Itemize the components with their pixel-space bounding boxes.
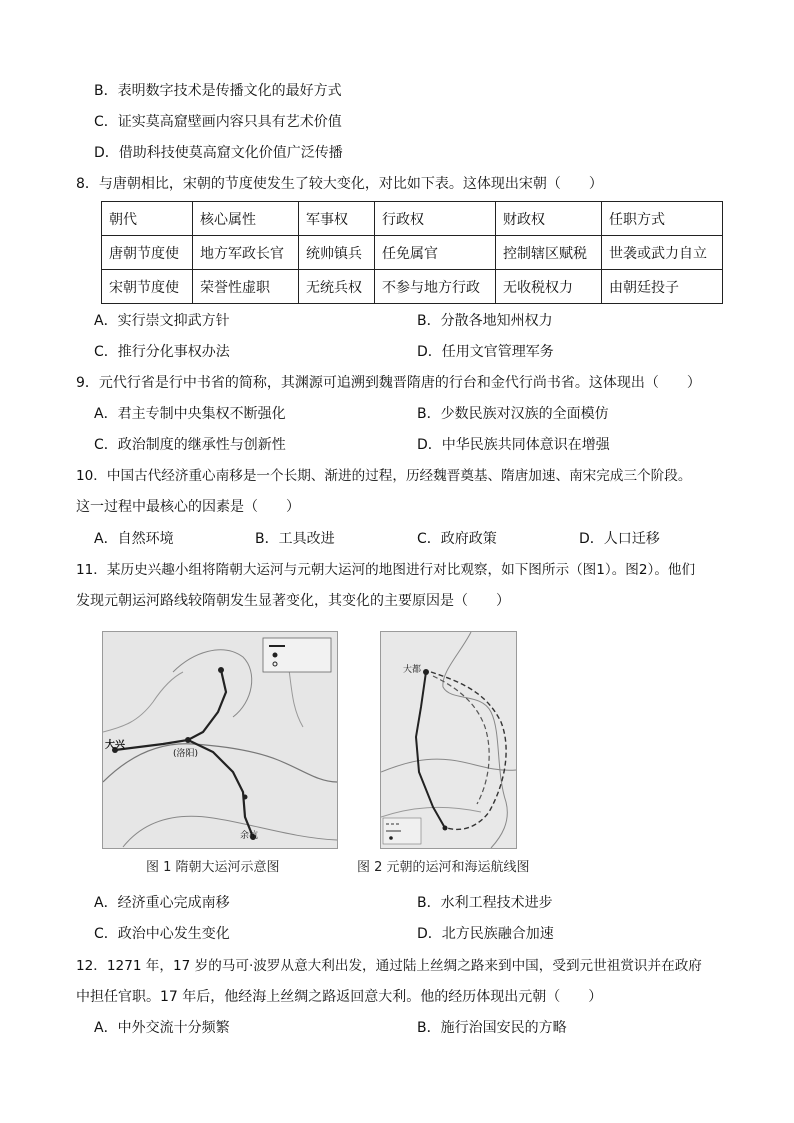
q11-option-c: C．政治中心发生变化 — [94, 926, 230, 942]
q12-stem-line-1: 12．1271 年，17 岁的马可·波罗从意大利出发，通过陆上丝绸之路来到中国，受到元世祖赏识并在政府 — [76, 958, 702, 974]
figure-1-caption: 图 1 隋朝大运河示意图 — [146, 860, 280, 875]
q9-stem: 9．元代行省是行中书省的简称，其渊源可追溯到魏晋隋唐的行台和金代行尚书省。这体现出（ ） — [76, 375, 701, 391]
table-cell: 由朝廷投子 — [601, 270, 722, 304]
q12-option-a: A．中外交流十分频繁 — [94, 1020, 230, 1036]
q10-option-a: A．自然环境 — [94, 531, 174, 547]
figure-2-caption: 图 2 元朝的运河和海运航线图 — [357, 860, 530, 875]
table-cell: 控制辖区赋税 — [495, 236, 601, 270]
q8-option-a: A．实行崇文抑武方针 — [94, 313, 230, 329]
map-label-luoyang: (洛阳) — [173, 749, 199, 759]
q10-option-c: C．政府政策 — [417, 531, 497, 547]
q10-stem-line-2: 这一过程中最核心的因素是（ ） — [76, 499, 300, 515]
table-cell: 无统兵权 — [298, 270, 374, 304]
q9-option-c: C．政治制度的继承性与创新性 — [94, 437, 286, 453]
q8-option-c: C．推行分化事权办法 — [94, 344, 230, 360]
q11-stem-line-1: 11．某历史兴趣小组将隋朝大运河与元朝大运河的地图进行对比观察，如下图所示（图1）。图2）。他们 — [76, 562, 696, 578]
table-cell: 任免属官 — [375, 236, 496, 270]
q8-comparison-table — [101, 201, 723, 304]
q12-stem-line-2: 中担任官职。17 年后，他经海上丝绸之路返回意大利。他的经历体现出元朝（ ） — [76, 989, 603, 1005]
q11-option-a: A．经济重心完成南移 — [94, 895, 230, 911]
q7-option-d: D．借助科技使莫高窟文化价值广泛传播 — [94, 145, 343, 161]
map-label-daxing: 大兴 — [105, 740, 125, 751]
map-label-yuhang: 余杭 — [240, 831, 259, 841]
q7-option-b: B．表明数字技术是传播文化的最好方式 — [94, 83, 342, 99]
q11-stem-line-2: 发现元朝运河路线较隋朝发生显著变化，其变化的主要原因是（ ） — [76, 593, 510, 609]
q10-stem-line-1: 10．中国古代经济重心南移是一个长期、渐进的过程，历经魏晋奠基、隋唐加速、南宋完成三个阶段。 — [76, 468, 692, 484]
q9-option-b: B．少数民族对汉族的全面模仿 — [417, 406, 609, 422]
q11-option-d: D．北方民族融合加速 — [417, 926, 554, 942]
table-cell: 不参与地方行政 — [375, 270, 496, 304]
table-header-cell: 朝代 — [102, 202, 193, 236]
yuan-canal-map — [380, 631, 517, 849]
map-label-dadu: 大都 — [403, 665, 422, 675]
table-row — [102, 270, 723, 304]
q8-option-b: B．分散各地知州权力 — [417, 313, 553, 329]
table-cell: 统帅镇兵 — [298, 236, 374, 270]
table-header-cell: 核心属性 — [193, 202, 299, 236]
table-cell: 荣誉性虚职 — [193, 270, 299, 304]
sui-grand-canal-map — [102, 631, 338, 849]
table-cell: 宋朝节度使 — [102, 270, 193, 304]
q11-option-b: B．水利工程技术进步 — [417, 895, 553, 911]
table-header-row — [102, 202, 723, 236]
table-cell: 唐朝节度使 — [102, 236, 193, 270]
table-header-cell: 军事权 — [298, 202, 374, 236]
q8-option-d: D．任用文官管理军务 — [417, 344, 554, 360]
q9-option-a: A．君主专制中央集权不断强化 — [94, 406, 286, 422]
table-row — [102, 236, 723, 270]
table-header-cell: 任职方式 — [601, 202, 722, 236]
q10-option-d: D．人口迁移 — [579, 531, 660, 547]
sui-map-drawing — [103, 632, 337, 848]
yuan-map-drawing — [381, 632, 516, 848]
table-header-cell: 财政权 — [495, 202, 601, 236]
q10-option-b: B．工具改进 — [255, 531, 335, 547]
q8-stem: 8．与唐朝相比，宋朝的节度使发生了较大变化，对比如下表。这体现出宋朝（ ） — [76, 176, 603, 192]
table-cell: 无收税权力 — [495, 270, 601, 304]
q7-option-c: C．证实莫高窟壁画内容只具有艺术价值 — [94, 114, 342, 130]
table-cell: 世袭或武力自立 — [601, 236, 722, 270]
table-header-cell: 行政权 — [375, 202, 496, 236]
table-cell: 地方军政长官 — [193, 236, 299, 270]
q12-option-b: B．施行治国安民的方略 — [417, 1020, 567, 1036]
q9-option-d: D．中华民族共同体意识在增强 — [417, 437, 610, 453]
